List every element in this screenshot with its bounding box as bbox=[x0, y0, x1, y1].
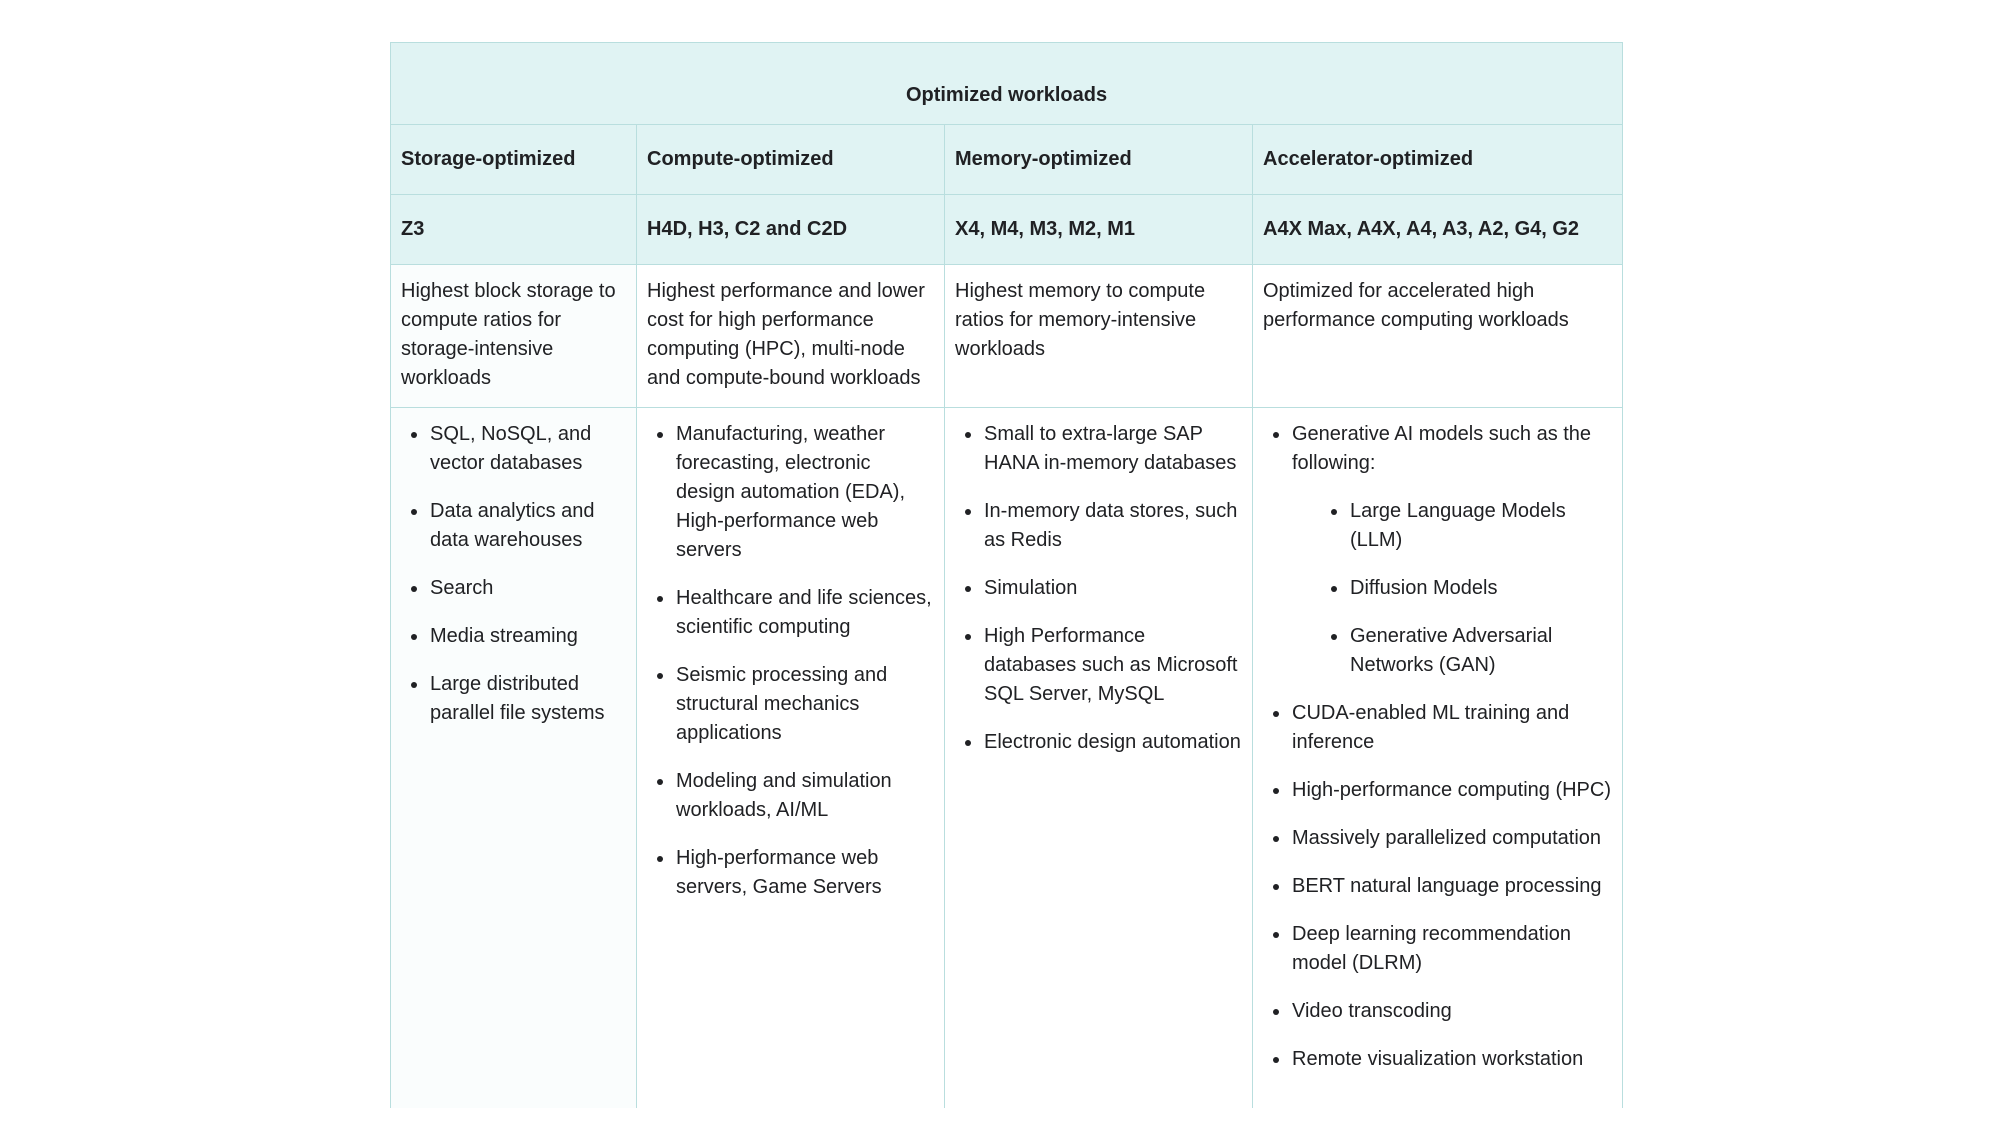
use-case-text: BERT natural language processing bbox=[1292, 875, 1602, 897]
use-case-text: High-performance computing (HPC) bbox=[1292, 779, 1612, 801]
use-case-text: Video transcoding bbox=[1292, 1000, 1452, 1022]
use-case-item bbox=[973, 574, 1242, 603]
family-header-row bbox=[391, 125, 1623, 195]
use-case-sublist bbox=[1292, 497, 1612, 680]
use-case-item bbox=[973, 420, 1242, 478]
use-case-text: Electronic design automation bbox=[984, 731, 1241, 753]
use-case-item bbox=[973, 728, 1242, 757]
use-case-item bbox=[419, 670, 626, 728]
use-case-list bbox=[1263, 420, 1612, 1074]
use-case-subitem: Generative Adversarial Networks (GAN) bbox=[1339, 622, 1612, 680]
use-case-text: SQL, NoSQL, and vector databases bbox=[430, 423, 592, 474]
use-case-item bbox=[1281, 1045, 1612, 1074]
use-case-list bbox=[647, 420, 934, 902]
use-case-item bbox=[1281, 824, 1612, 853]
use-cases-cell bbox=[1253, 408, 1623, 1108]
series-header: H4D, H3, C2 and C2D bbox=[637, 195, 945, 265]
series-header: X4, M4, M3, M2, M1 bbox=[945, 195, 1253, 265]
use-case-text: High-performance web servers, Game Servers bbox=[676, 847, 882, 898]
use-case-text: In-memory data stores, such as Redis bbox=[984, 500, 1238, 551]
use-case-text: Simulation bbox=[984, 577, 1078, 599]
use-case-text: Manufacturing, weather forecasting, electronic design automation (EDA), High-performance web servers bbox=[676, 423, 906, 561]
use-case-subitem: Diffusion Models bbox=[1339, 574, 1612, 603]
use-case-item bbox=[665, 661, 934, 748]
use-case-item bbox=[1281, 420, 1612, 680]
family-description: Highest memory to compute ratios for memory-intensive workloads bbox=[945, 265, 1253, 408]
use-case-text: Small to extra-large SAP HANA in-memory databases bbox=[984, 423, 1237, 474]
use-case-item bbox=[1281, 920, 1612, 978]
workloads-table bbox=[390, 42, 1623, 1108]
use-cases-row bbox=[391, 408, 1623, 1108]
series-header: A4X Max, A4X, A4, A3, A2, G4, G2 bbox=[1253, 195, 1623, 265]
use-case-item bbox=[419, 622, 626, 651]
use-case-text: Modeling and simulation workloads, AI/ML bbox=[676, 770, 892, 821]
family-description: Highest performance and lower cost for high performance computing (HPC), multi-node and compute-bound workloads bbox=[637, 265, 945, 408]
use-case-item bbox=[665, 584, 934, 642]
use-cases-cell bbox=[391, 408, 637, 1108]
use-case-item bbox=[1281, 776, 1612, 805]
use-case-text: High Performance databases such as Microsoft SQL Server, MySQL bbox=[984, 625, 1238, 705]
use-case-text: Media streaming bbox=[430, 625, 578, 647]
use-case-item bbox=[419, 574, 626, 603]
use-case-item bbox=[665, 420, 934, 565]
series-header: Z3 bbox=[391, 195, 637, 265]
use-case-list bbox=[955, 420, 1242, 757]
family-header: Compute-optimized bbox=[637, 125, 945, 195]
family-description: Optimized for accelerated high performance computing workloads bbox=[1253, 265, 1623, 408]
use-case-item bbox=[665, 767, 934, 825]
use-case-list bbox=[401, 420, 626, 728]
family-header: Storage-optimized bbox=[391, 125, 637, 195]
description-row bbox=[391, 265, 1623, 408]
table-title: Optimized workloads bbox=[391, 43, 1623, 125]
use-case-item bbox=[973, 497, 1242, 555]
use-case-subitem: Large Language Models (LLM) bbox=[1339, 497, 1612, 555]
use-case-item bbox=[419, 497, 626, 555]
use-cases-cell bbox=[945, 408, 1253, 1108]
series-header-row bbox=[391, 195, 1623, 265]
use-case-text: Deep learning recommendation model (DLRM) bbox=[1292, 923, 1572, 974]
use-case-text: Massively parallelized computation bbox=[1292, 827, 1602, 849]
use-case-text: Seismic processing and structural mechanics applications bbox=[676, 664, 888, 744]
use-case-item bbox=[419, 420, 626, 478]
use-case-text: CUDA-enabled ML training and inference bbox=[1292, 702, 1570, 753]
family-header: Memory-optimized bbox=[945, 125, 1253, 195]
use-cases-cell bbox=[637, 408, 945, 1108]
use-case-item bbox=[1281, 872, 1612, 901]
use-case-text: Healthcare and life sciences, scientific computing bbox=[676, 587, 932, 638]
use-case-text: Large distributed parallel file systems bbox=[430, 673, 605, 724]
use-case-text: Generative AI models such as the following: bbox=[1292, 423, 1592, 474]
family-description: Highest block storage to compute ratios for storage-intensive workloads bbox=[391, 265, 637, 408]
use-case-item bbox=[1281, 699, 1612, 757]
use-case-text: Data analytics and data warehouses bbox=[430, 500, 595, 551]
use-case-item bbox=[665, 844, 934, 902]
family-header: Accelerator-optimized bbox=[1253, 125, 1623, 195]
use-case-text: Search bbox=[430, 577, 494, 599]
use-case-item bbox=[1281, 997, 1612, 1026]
use-case-text: Remote visualization workstation bbox=[1292, 1048, 1584, 1070]
use-case-item bbox=[973, 622, 1242, 709]
